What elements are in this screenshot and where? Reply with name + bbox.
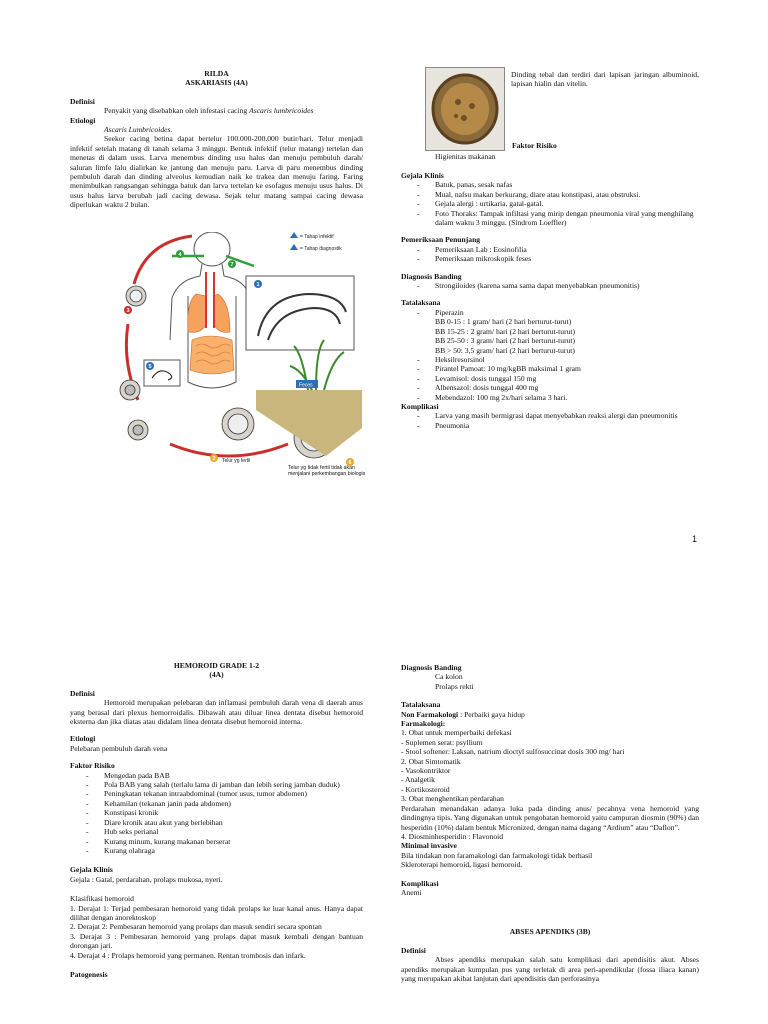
nonfarm-text: : Perbaiki gaya hidup bbox=[458, 709, 525, 719]
klasifikasi-item: 4. Derajat 4 : Prolaps hemoroid yang permanen. Rentan trombosis dan infark. bbox=[70, 950, 306, 960]
faktor-item: - Hub seks perianal bbox=[70, 827, 363, 836]
farm-line: - Kortikosteroid bbox=[401, 784, 450, 794]
stage-1-label: 1 bbox=[256, 282, 260, 288]
farm-line: 3. Obat menghentikan perdarahan bbox=[401, 794, 504, 804]
hemoroid-gejala-text: Gejala : Gatal, perdarahan, prolaps mukosa, nyeri. bbox=[70, 874, 223, 884]
abses-definisi-heading: Definisi bbox=[401, 945, 426, 955]
hemoroid-definisi-text: Hemoroid merupakan pelebaran dan inflamasi pembuluh darah vena di daerah anus yang berasal dari plexus hemorroidalis. Dibawah atau diluar linea dentata disebut hemoroid eksterna dan jika diatas atau didalam linea dentata disebut hemoroid interna. bbox=[70, 698, 363, 727]
migration-arrows bbox=[172, 256, 254, 266]
hemoroid-gejala-heading: Gejala Klinis bbox=[70, 865, 113, 875]
minimal-invasive-heading: Minimal invasive bbox=[401, 841, 457, 851]
gejala-item: - Mual, nafsu makan berkurang, diare atau konstipasi, atau obstruksi. bbox=[401, 190, 699, 199]
minimal-invasive-text2: Skleroterapi hemoroid, ligasi hemoroid. bbox=[401, 860, 523, 870]
farm-line: - Analgetik bbox=[401, 775, 435, 785]
stage-7-label: 7 bbox=[230, 262, 234, 268]
faktor-heading-text: Faktor Risiko bbox=[512, 141, 557, 150]
dose-line: BB 15-25 : 2 gram/ hari (2 hari berturut-turut) bbox=[435, 326, 576, 336]
ascaris-life-cycle-figure bbox=[118, 232, 366, 490]
piperazin-doses bbox=[401, 317, 699, 355]
farm-line: - Stool softener: Laksan, natrium dioctyl sulfosuccinat dosis 300 mg/ hari bbox=[401, 747, 625, 757]
nonfarm-heading: Non Farmakologi bbox=[401, 709, 459, 719]
egg-caption bbox=[511, 70, 699, 89]
diosmin-line: 4. Diosminhesperidin : Flavonoid bbox=[401, 831, 504, 841]
komplikasi-heading: Komplikasi bbox=[401, 401, 439, 411]
hemoroid-left-column bbox=[70, 661, 363, 979]
cycle-arrow-bottom bbox=[170, 444, 288, 456]
askariasis-etiologi-heading: Etiologi bbox=[70, 115, 96, 125]
faktor-item: - Kurang minum, kurang makanan berserat bbox=[70, 837, 363, 846]
penunjang-item: - Pemeriksaan mikroskopik feses bbox=[401, 254, 699, 263]
other-drugs-list bbox=[401, 355, 699, 402]
penunjang-heading: Pemeriksaan Penunjang bbox=[401, 235, 481, 245]
dose-line: BB 0-15 : 1 gram/ hari (2 hari berturut-turut) bbox=[435, 317, 572, 327]
farm-line: - Suplemen serat: psyllium bbox=[401, 737, 483, 747]
klasifikasi-item: 2. Derajat 2: Pembesaran hemoroid yang prolaps dan masuk sendiri secara spontan bbox=[70, 922, 322, 932]
askariasis-left-column bbox=[70, 69, 363, 210]
drug-item: - Levamisol: dosis tunggal 150 mg bbox=[401, 374, 699, 383]
askariasis-definisi-heading: Definisi bbox=[70, 96, 95, 106]
egg-photo-drawing bbox=[426, 68, 504, 150]
farm-line: 2. Obat Simtomatik bbox=[401, 756, 461, 766]
gejala-list bbox=[401, 180, 699, 227]
definisi-text-span: Penyakit yang disebabkan oleh infestasi cacing bbox=[104, 106, 250, 116]
hemoroid-tatalaksana-heading: Tatalaksana bbox=[401, 700, 441, 710]
dose-line: BB > 50: 3,5 gram/ hari (2 hari berturut-turut) bbox=[435, 345, 575, 355]
abses-definisi-text: Abses apendiks merupakan salah satu komplikasi dari apendisitis akut. Abses apendiks merupakan kumpulan pus yang terletak di area peri-apendikular (fossa iliaca kanan) yang merupakan akibat lanjutan dari apendisitis dan perforasinya bbox=[401, 955, 699, 983]
penunjang-list bbox=[401, 245, 699, 264]
hemoroid-etiologi-text: Pelebaran pembuluh darah vena bbox=[70, 743, 168, 753]
askariasis-title: ASKARIASIS (4A) bbox=[185, 78, 248, 88]
drug-piperazin: - Piperazin bbox=[401, 308, 699, 317]
doc-author-title: RILDA bbox=[204, 69, 229, 78]
ascaris-egg-photo bbox=[425, 67, 505, 151]
komplikasi-item: - Larva yang masih bermigrasi dapat menyebabkan reaksi alergi dan pneumonitis bbox=[401, 411, 699, 420]
egg-caption-text: Dinding tebal dan terdiri dari lapisan jaringan albuminoid, lapisan hialin dan vitelin. bbox=[511, 70, 699, 89]
hemoroid-definisi-heading: Definisi bbox=[70, 688, 95, 698]
hemoroid-komplikasi-text: Anemi bbox=[401, 887, 422, 897]
faktor-item: - Pola BAB yang salah (terlalu lama di jamban dan lebih sering jamban duduk) bbox=[70, 780, 363, 789]
askariasis-right-column bbox=[401, 171, 699, 430]
stage-2-label: 2 bbox=[212, 456, 216, 462]
hemoroid-komplikasi-heading: Komplikasi bbox=[401, 878, 439, 888]
feces-label: Feces bbox=[299, 382, 313, 389]
perdarahan-text: Perdarahan menandakan adanya luka pada dinding anus/ pecahnya vena hemoroid yang dindingnya tipis. Yang digunakan untuk pengobatan hemoroid yaitu campuran diosmin (90%) dan hesperidin (10%) dalam bentuk Micronized, dengan nama dagang “Ardium” atau “Daflon”. bbox=[401, 803, 700, 832]
farm-line: 1. Obat untuk memperbaiki defekasi bbox=[401, 728, 512, 738]
farm-heading: Farmakologi: bbox=[401, 719, 446, 729]
stage-5-label: 5 bbox=[148, 364, 152, 370]
hemoroid-faktor-heading: Faktor Risiko bbox=[70, 761, 115, 771]
gejala-item: - Foto Thoraks: Tampak infiltasi yang mirip dengan pneumonia viral yang menghilang dalam waktu 3 minggu. (Sindrom Loeffler) bbox=[401, 209, 699, 228]
farm-line: - Vasokontriktor bbox=[401, 766, 451, 776]
hemoroid-banding-heading: Diagnosis Banding bbox=[401, 663, 462, 672]
klasifikasi-item: 1. Derajat 1: Terjad pembesaran hemoroid yang tidak prolaps ke luar kanal anus. Hanya dapat dilihat dengan anorektoskop bbox=[70, 903, 363, 922]
cycle-arrow-top bbox=[134, 236, 192, 284]
klasifikasi-item: 3. Derajat 3 : Pembesaran hemoroid yang prolaps dapat masuk kembali dengan bantuan dorongan jari. bbox=[70, 931, 363, 951]
banding-item: Ca kolon bbox=[435, 672, 463, 682]
intestine-shape bbox=[190, 336, 234, 374]
definisi-italic-span: Ascaris lumbricoides bbox=[249, 106, 314, 116]
dose-line: BB 25-50 : 3 gram/ hari (2 hari berturut-turut) bbox=[435, 336, 576, 346]
banding-heading: Diagnosis Banding bbox=[401, 271, 462, 281]
etiologi-species: Ascaris Lumbricoides. bbox=[104, 125, 173, 135]
hemoroid-title: HEMOROID GRADE 1-2 bbox=[173, 661, 260, 670]
lung-right-shape bbox=[214, 294, 230, 332]
lung-left-shape bbox=[188, 294, 206, 332]
nonfarm-line bbox=[401, 710, 699, 719]
banding-item: - Strongiloides (karena sama sama dapat menyebabkan pneumonitis) bbox=[401, 281, 699, 290]
komplikasi-list bbox=[401, 411, 699, 430]
drug-item: - Mebendazol: 100 mg 2x/hari selama 3 hari. bbox=[401, 393, 699, 402]
tatalaksana-list bbox=[401, 308, 699, 317]
drug-item: - Albensazol: dosis tunggal 400 mg bbox=[401, 383, 699, 392]
hemoroid-faktor-list bbox=[70, 771, 363, 856]
gejala-item: - Gejala alergi : urtikaria, gatal-gatal. bbox=[401, 199, 699, 208]
hemoroid-etiologi-heading: Etiologi bbox=[70, 734, 96, 744]
etiologi-text: Seekor cacing betina dapat bertelur 100.000-200.000 butir/hari. Telur menjadi infektif setelah matang di tanah selama 3 minggu. Bentuk infektif (telur matang) tertelan dan menetas di dalam usus. Larva menembus dinding usu halus dan menuju pembuluh darah/ saluran limfe lalu dialirkan ke jantung dan menuju paru. Larva di paru menembus dinding pembuluh darah dan dinding alveolus kemudian naik ke trakea dan menuju faring. Faring menimbulkan rangsangan sehingga batuk dan larva tertelan ke esofagus menuju usus halus. Di usus halus larva berubah jadi cacing dewasa. Sejak telur matang sampai cacing dewasa diperlukan waktu 2 bulan. bbox=[70, 134, 363, 210]
stage-4-label: 4 bbox=[178, 252, 182, 258]
banding-item: Prolaps rekti bbox=[435, 681, 474, 691]
drug-item: - Heksilresorsinol bbox=[401, 355, 699, 364]
legend-diagnostic-marker bbox=[290, 244, 298, 250]
infertile-egg-label: Telur yg tidak fertil tidak akan menjalani perkembangan biologis bbox=[288, 465, 366, 477]
adult-worm-box bbox=[246, 276, 354, 350]
legend-infective-marker bbox=[290, 232, 298, 238]
minimal-invasive-text: Bila tindakan non faramakologi dan farmakologi tidak berhasil bbox=[401, 850, 593, 860]
hemoroid-right-column bbox=[401, 663, 699, 983]
faktor-item: - Konstipasi kronik bbox=[70, 808, 363, 817]
faktor-item: - Diare kronik atau akut yang berlebihan bbox=[70, 818, 363, 827]
klasifikasi-heading: Klasifikasi hemoroid bbox=[70, 894, 134, 904]
faktor-item: - Peningkatan tekanan intraabdominal (tumor usus, tumor abdomen) bbox=[70, 789, 363, 798]
gejala-item: - Batuk, panas, sesak nafas bbox=[401, 180, 699, 189]
patogenesis-heading: Patogenesis bbox=[70, 969, 108, 979]
hemoroid-subtitle: (4A) bbox=[209, 670, 224, 680]
legend-diagnostic-text: = Tahap diagnostik bbox=[300, 246, 342, 252]
faktor-item: - Mengedan pada BAB bbox=[70, 771, 363, 780]
fertile-egg-label: Telur yg fertil bbox=[222, 458, 251, 464]
legend-infective-text: = Tahap infektif bbox=[300, 234, 334, 240]
askariasis-definisi-text bbox=[70, 106, 363, 115]
trachea-shape bbox=[206, 272, 214, 328]
komplikasi-item: - Pneumonia bbox=[401, 421, 699, 430]
tatalaksana-heading: Tatalaksana bbox=[401, 298, 441, 308]
drug-item: - Pirantel Pamoat: 10 mg/kgBB maksimal 1 gram bbox=[401, 364, 699, 373]
stage-6-label: 6 bbox=[348, 460, 352, 466]
page-number: 1 bbox=[692, 534, 698, 544]
faktor-item: - Kurang olahraga bbox=[70, 846, 363, 855]
penunjang-item: - Pemeriksaan Lab : Eosinofilia bbox=[401, 245, 699, 254]
abses-title: ABSES APENDIKS (3B) bbox=[509, 927, 591, 937]
banding-list bbox=[401, 281, 699, 290]
askariasis-faktor-text: Higienitas makanan bbox=[435, 152, 496, 161]
stage-3-label: 3 bbox=[126, 308, 130, 314]
gejala-heading: Gejala Klinis bbox=[401, 171, 444, 180]
askariasis-faktor-heading bbox=[512, 141, 557, 150]
faktor-item: - Kehamilan (tekanan janin pada abdomen) bbox=[70, 799, 363, 808]
